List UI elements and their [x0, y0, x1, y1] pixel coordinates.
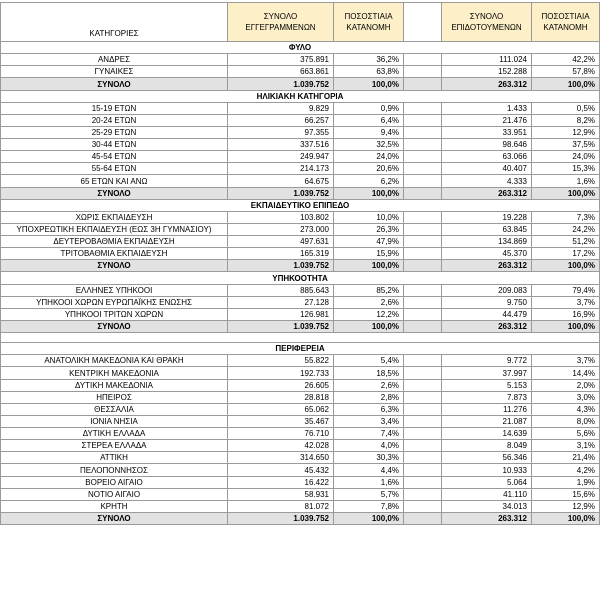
table-row-registered-percent: 30,3% — [334, 452, 404, 464]
table-row-subsidized-percent: 79,4% — [532, 285, 600, 297]
table-row-spacer — [404, 452, 442, 464]
table-row-registered-count: 314.650 — [228, 452, 334, 464]
table-row-spacer — [404, 404, 442, 416]
header-subsidized-percent-line2: ΚΑΤΑΝΟΜΗ — [543, 23, 588, 32]
table-row-subsidized-count: 7.873 — [442, 392, 532, 404]
table-row-registered-count: 58.931 — [228, 489, 334, 501]
table-row-subsidized-count: 41.110 — [442, 489, 532, 501]
table-row-subsidized-percent: 15,3% — [532, 163, 600, 175]
table-row-registered-count: 497.631 — [228, 236, 334, 248]
table-row-registered-percent: 15,9% — [334, 248, 404, 260]
table-row-spacer — [404, 380, 442, 392]
table-row-registered-percent: 5,7% — [334, 489, 404, 501]
table-row-registered-count: 55.822 — [228, 355, 334, 367]
table-row-label: ΚΡΗΤΗ — [0, 501, 228, 513]
table-row-spacer — [404, 54, 442, 66]
total-row-subsidized-count: 263.312 — [442, 513, 532, 525]
table-row-spacer — [404, 224, 442, 236]
table-row-registered-percent: 12,2% — [334, 309, 404, 321]
header-subsidized-total-line1: ΣΥΝΟΛΟ — [469, 12, 504, 21]
table-row-registered-count: 66.257 — [228, 115, 334, 127]
table-row-registered-count: 249.947 — [228, 151, 334, 163]
table-row-spacer — [404, 285, 442, 297]
table-row-label: ΚΕΝΤΡΙΚΗ ΜΑΚΕΔΟΝΙΑ — [0, 367, 228, 380]
total-row-registered-count: 1.039.752 — [228, 321, 334, 333]
table-row-subsidized-percent: 8,2% — [532, 115, 600, 127]
table-row-subsidized-percent: 7,3% — [532, 212, 600, 224]
total-row-registered-count: 1.039.752 — [228, 188, 334, 200]
total-row-subsidized-percent: 100,0% — [532, 513, 600, 525]
table-row-registered-percent: 4,4% — [334, 464, 404, 477]
table-row-subsidized-count: 40.407 — [442, 163, 532, 175]
table-row-subsidized-percent: 1,6% — [532, 175, 600, 188]
table-row-registered-count: 81.072 — [228, 501, 334, 513]
header-spacer — [404, 2, 442, 42]
table-row-subsidized-count: 1.433 — [442, 103, 532, 115]
total-row-subsidized-count: 263.312 — [442, 188, 532, 200]
total-row-label: ΣΥΝΟΛΟ — [0, 260, 228, 272]
table-row-label: ΧΩΡΙΣ ΕΚΠΑΙΔΕΥΣΗ — [0, 212, 228, 224]
header-subsidized-total-line2: ΕΠΙΔΟΤΟΥΜΕΝΩΝ — [451, 23, 522, 32]
table-row-subsidized-percent: 8,0% — [532, 416, 600, 428]
table-row-subsidized-percent: 15,6% — [532, 489, 600, 501]
total-row-label: ΣΥΝΟΛΟ — [0, 188, 228, 200]
total-row-subsidized-percent: 100,0% — [532, 78, 600, 91]
table-row-registered-count: 9.829 — [228, 103, 334, 115]
table-row-subsidized-count: 63.066 — [442, 151, 532, 163]
table-row-registered-percent: 20,6% — [334, 163, 404, 175]
table-row-registered-percent: 5,4% — [334, 355, 404, 367]
table-row-registered-percent: 2,6% — [334, 297, 404, 309]
total-row-subsidized-count: 263.312 — [442, 321, 532, 333]
table-row-registered-count: 28.818 — [228, 392, 334, 404]
table-row-subsidized-percent: 3,0% — [532, 392, 600, 404]
table-row-label: ΤΡΙΤΟΒΑΘΜΙΑ ΕΚΠΑΙΔΕΥΣΗ — [0, 248, 228, 260]
table-row-registered-percent: 26,3% — [334, 224, 404, 236]
table-row-registered-count: 192.733 — [228, 367, 334, 380]
table-row-label: 25-29 ΕΤΩΝ — [0, 127, 228, 139]
table-row-subsidized-percent: 1,9% — [532, 477, 600, 489]
table-row-label: ΔΥΤΙΚΗ ΜΑΚΕΔΟΝΙΑ — [0, 380, 228, 392]
table-row-registered-count: 45.432 — [228, 464, 334, 477]
total-row-registered-percent: 100,0% — [334, 78, 404, 91]
table-row-spacer — [404, 212, 442, 224]
table-row-registered-count: 126.981 — [228, 309, 334, 321]
table-row-spacer — [404, 440, 442, 452]
table-row-spacer — [404, 464, 442, 477]
table-row-spacer — [404, 309, 442, 321]
table-row-subsidized-percent: 0,5% — [532, 103, 600, 115]
table-row-registered-count: 64.675 — [228, 175, 334, 188]
total-row-subsidized-percent: 100,0% — [532, 321, 600, 333]
table-row-registered-percent: 2,8% — [334, 392, 404, 404]
table-row-subsidized-percent: 14,4% — [532, 367, 600, 380]
table-row-subsidized-count: 5.064 — [442, 477, 532, 489]
table-row-registered-count: 214.173 — [228, 163, 334, 175]
table-row-registered-percent: 10,0% — [334, 212, 404, 224]
table-row-spacer — [404, 248, 442, 260]
table-row-registered-percent: 2,6% — [334, 380, 404, 392]
table-row-subsidized-percent: 3,1% — [532, 440, 600, 452]
table-row-label: ΗΠΕΙΡΟΣ — [0, 392, 228, 404]
table-row-spacer — [404, 103, 442, 115]
table-row-subsidized-count: 45.370 — [442, 248, 532, 260]
table-row-registered-count: 663.861 — [228, 66, 334, 78]
table-row-label: 65 ΕΤΩΝ ΚΑΙ ΑΝΩ — [0, 175, 228, 188]
table-row-registered-count: 16.422 — [228, 477, 334, 489]
total-row-subsidized-percent: 100,0% — [532, 260, 600, 272]
table-row-registered-count: 103.802 — [228, 212, 334, 224]
table-row-subsidized-count: 111.024 — [442, 54, 532, 66]
table-row-registered-percent: 63,8% — [334, 66, 404, 78]
total-row-registered-percent: 100,0% — [334, 188, 404, 200]
table-row-label: 20-24 ΕΤΩΝ — [0, 115, 228, 127]
table-row-subsidized-count: 9.772 — [442, 355, 532, 367]
total-row-registered-percent: 100,0% — [334, 260, 404, 272]
total-row-spacer — [404, 78, 442, 91]
table-row-registered-count: 885.643 — [228, 285, 334, 297]
table-row-registered-count: 42.028 — [228, 440, 334, 452]
header-category: ΚΑΤΗΓΟΡΙΕΣ — [0, 2, 228, 42]
table-row-spacer — [404, 163, 442, 175]
table-row-spacer — [404, 428, 442, 440]
header-registered-total-line1: ΣΥΝΟΛΟ — [263, 12, 298, 21]
table-row-spacer — [404, 175, 442, 188]
total-row-registered-count: 1.039.752 — [228, 78, 334, 91]
table-row-registered-count: 97.355 — [228, 127, 334, 139]
table-row-spacer — [404, 115, 442, 127]
table-row-spacer — [404, 416, 442, 428]
table-row-spacer — [404, 355, 442, 367]
table-row-subsidized-count: 134.869 — [442, 236, 532, 248]
table-row-registered-percent: 24,0% — [334, 151, 404, 163]
section-title: ΥΠΗΚΟΟΤΗΤΑ — [0, 272, 600, 285]
section-title: ΦΥΛΟ — [0, 42, 600, 54]
table-row-registered-percent: 3,4% — [334, 416, 404, 428]
table-row-registered-count: 165.319 — [228, 248, 334, 260]
total-row-registered-count: 1.039.752 — [228, 513, 334, 525]
table-row-registered-percent: 18,5% — [334, 367, 404, 380]
table-row-spacer — [404, 127, 442, 139]
total-row-subsidized-count: 263.312 — [442, 260, 532, 272]
table-row-subsidized-count: 19.228 — [442, 212, 532, 224]
table-row-subsidized-count: 11.276 — [442, 404, 532, 416]
table-row-registered-percent: 47,9% — [334, 236, 404, 248]
table-row-spacer — [404, 489, 442, 501]
table-row-spacer — [404, 501, 442, 513]
table-row-registered-percent: 36,2% — [334, 54, 404, 66]
table-row-label: ΔΥΤΙΚΗ ΕΛΛΑΔΑ — [0, 428, 228, 440]
table-row-subsidized-percent: 4,2% — [532, 464, 600, 477]
table-row-label: ΥΠΟΧΡΕΩΤΙΚΗ ΕΚΠΑΙΔΕΥΣΗ (ΕΩΣ 3Η ΓΥΜΝΑΣΙΟΥ) — [0, 224, 228, 236]
section-title: ΕΚΠΑΙΔΕΥΤΙΚΟ ΕΠΙΠΕΔΟ — [0, 200, 600, 212]
table-row-registered-count: 26.605 — [228, 380, 334, 392]
total-row-registered-percent: 100,0% — [334, 321, 404, 333]
table-row-registered-count: 76.710 — [228, 428, 334, 440]
header-subsidized-percent — [532, 2, 600, 42]
table-row-subsidized-count: 44.479 — [442, 309, 532, 321]
section-title: ΗΛΙΚΙΑΚΗ ΚΑΤΗΓΟΡΙΑ — [0, 91, 600, 103]
header-registered-percent-line1: ΠΟΣΟΣΤΙΑΙΑ — [344, 12, 393, 21]
header-subsidized-total — [442, 2, 532, 42]
table-row-subsidized-percent: 21,4% — [532, 452, 600, 464]
table-row-subsidized-count: 98.646 — [442, 139, 532, 151]
table-row-label: 45-54 ΕΤΩΝ — [0, 151, 228, 163]
table-row-registered-count: 375.891 — [228, 54, 334, 66]
table-row-registered-count: 65.062 — [228, 404, 334, 416]
table-row-subsidized-count: 37.997 — [442, 367, 532, 380]
table-row-subsidized-count: 33.951 — [442, 127, 532, 139]
header-registered-percent — [334, 2, 404, 42]
table-row-spacer — [404, 139, 442, 151]
table-row-spacer — [404, 477, 442, 489]
table-row-subsidized-percent: 16,9% — [532, 309, 600, 321]
table-row-label: ΑΝΔΡΕΣ — [0, 54, 228, 66]
table-row-subsidized-percent: 2,0% — [532, 380, 600, 392]
table-row-registered-percent: 9,4% — [334, 127, 404, 139]
table-row-registered-count: 35.467 — [228, 416, 334, 428]
table-row-spacer — [404, 297, 442, 309]
table-row-label: 15-19 ΕΤΩΝ — [0, 103, 228, 115]
table-row-registered-percent: 0,9% — [334, 103, 404, 115]
table-row-label: 55-64 ΕΤΩΝ — [0, 163, 228, 175]
section-gap — [0, 333, 600, 343]
table-row-label: ΓΥΝΑΙΚΕΣ — [0, 66, 228, 78]
table-row-subsidized-percent: 3,7% — [532, 297, 600, 309]
total-row-subsidized-percent: 100,0% — [532, 188, 600, 200]
table-row-subsidized-count: 14.639 — [442, 428, 532, 440]
table-row-registered-percent: 32,5% — [334, 139, 404, 151]
table-row-label: ΘΕΣΣΑΛΙΑ — [0, 404, 228, 416]
total-row-registered-count: 1.039.752 — [228, 260, 334, 272]
table-row-registered-percent: 6,3% — [334, 404, 404, 416]
table-row-registered-percent: 7,8% — [334, 501, 404, 513]
header-registered-total — [228, 2, 334, 42]
table-row-registered-count: 337.516 — [228, 139, 334, 151]
table-row-subsidized-percent: 24,0% — [532, 151, 600, 163]
table-row-label: ΒΟΡΕΙΟ ΑΙΓΑΙΟ — [0, 477, 228, 489]
total-row-spacer — [404, 321, 442, 333]
total-row-spacer — [404, 513, 442, 525]
table-row-spacer — [404, 392, 442, 404]
header-subsidized-percent-line1: ΠΟΣΟΣΤΙΑΙΑ — [541, 12, 590, 21]
table-row-spacer — [404, 151, 442, 163]
total-row-label: ΣΥΝΟΛΟ — [0, 321, 228, 333]
table-row-subsidized-percent: 42,2% — [532, 54, 600, 66]
table-row-subsidized-count: 34.013 — [442, 501, 532, 513]
table-row-subsidized-percent: 5,6% — [532, 428, 600, 440]
total-row-spacer — [404, 188, 442, 200]
table-row-subsidized-percent: 24,2% — [532, 224, 600, 236]
table-row-label: ΝΟΤΙΟ ΑΙΓΑΙΟ — [0, 489, 228, 501]
table-row-label: ΠΕΛΟΠΟΝΝΗΣΟΣ — [0, 464, 228, 477]
table-row-subsidized-count: 5.153 — [442, 380, 532, 392]
table-row-registered-count: 27.128 — [228, 297, 334, 309]
table-row-registered-percent: 6,4% — [334, 115, 404, 127]
table-row-subsidized-percent: 17,2% — [532, 248, 600, 260]
table-row-label: ΔΕΥΤΕΡΟΒΑΘΜΙΑ ΕΚΠΑΙΔΕΥΣΗ — [0, 236, 228, 248]
table-row-subsidized-percent: 3,7% — [532, 355, 600, 367]
table-row-registered-percent: 85,2% — [334, 285, 404, 297]
table-row-label: ΥΠΗΚΟΟΙ ΧΩΡΩΝ ΕΥΡΩΠΑΪΚΗΣ ΕΝΩΣΗΣ — [0, 297, 228, 309]
header-registered-total-line2: ΕΓΓΕΓΡΑΜΜΕΝΩΝ — [245, 23, 316, 32]
table-row-subsidized-count: 21.087 — [442, 416, 532, 428]
header-registered-percent-line2: ΚΑΤΑΝΟΜΗ — [346, 23, 391, 32]
section-title: ΠΕΡΙΦΕΡΕΙΑ — [0, 343, 600, 355]
table-row-label: ΙΟΝΙΑ ΝΗΣΙΑ — [0, 416, 228, 428]
table-row-label: ΥΠΗΚΟΟΙ ΤΡΙΤΩΝ ΧΩΡΩΝ — [0, 309, 228, 321]
table-row-subsidized-count: 152.288 — [442, 66, 532, 78]
table-row-spacer — [404, 66, 442, 78]
total-row-spacer — [404, 260, 442, 272]
table-row-subsidized-percent: 57,8% — [532, 66, 600, 78]
table-row-subsidized-count: 9.750 — [442, 297, 532, 309]
total-row-registered-percent: 100,0% — [334, 513, 404, 525]
table-row-registered-percent: 4,0% — [334, 440, 404, 452]
table-row-subsidized-count: 21.476 — [442, 115, 532, 127]
table-row-spacer — [404, 236, 442, 248]
table-row-registered-percent: 7,4% — [334, 428, 404, 440]
total-row-label: ΣΥΝΟΛΟ — [0, 78, 228, 91]
total-row-subsidized-count: 263.312 — [442, 78, 532, 91]
table-row-subsidized-count: 209.083 — [442, 285, 532, 297]
table-row-subsidized-count: 10.933 — [442, 464, 532, 477]
table-row-registered-percent: 1,6% — [334, 477, 404, 489]
table-row-subsidized-percent: 4,3% — [532, 404, 600, 416]
table-row-label: ΑΤΤΙΚΗ — [0, 452, 228, 464]
table-row-label: ΕΛΛΗΝΕΣ ΥΠΗΚΟΟΙ — [0, 285, 228, 297]
table-row-subsidized-percent: 12,9% — [532, 501, 600, 513]
table-row-registered-count: 273.000 — [228, 224, 334, 236]
table-row-subsidized-percent: 51,2% — [532, 236, 600, 248]
table-row-label: ΑΝΑΤΟΛΙΚΗ ΜΑΚΕΔΟΝΙΑ ΚΑΙ ΘΡΑΚΗ — [0, 355, 228, 367]
total-row-label: ΣΥΝΟΛΟ — [0, 513, 228, 525]
table-row-subsidized-count: 63.845 — [442, 224, 532, 236]
table-row-registered-percent: 6,2% — [334, 175, 404, 188]
table-row-label: ΣΤΕΡΕΑ ΕΛΛΑΔΑ — [0, 440, 228, 452]
table-row-label: 30-44 ΕΤΩΝ — [0, 139, 228, 151]
table-row-subsidized-count: 56.346 — [442, 452, 532, 464]
table-row-subsidized-percent: 37,5% — [532, 139, 600, 151]
table-row-subsidized-count: 8.049 — [442, 440, 532, 452]
table-row-spacer — [404, 367, 442, 380]
table-row-subsidized-percent: 12,9% — [532, 127, 600, 139]
table-row-subsidized-count: 4.333 — [442, 175, 532, 188]
